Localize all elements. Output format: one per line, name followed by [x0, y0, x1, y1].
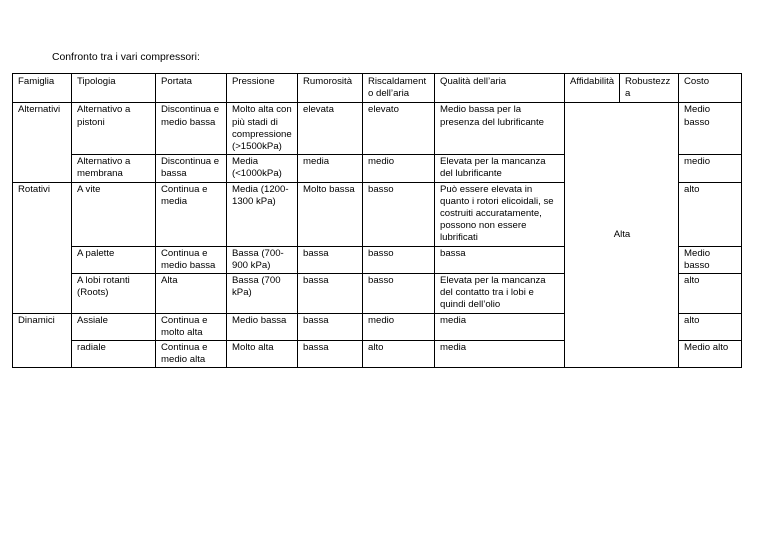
- cell-portata: Alta: [156, 274, 227, 314]
- cell-pressione: Molto alta con più stadi di compressione (>1500kPa): [227, 103, 298, 155]
- family-cell-continued: [13, 274, 72, 314]
- cell-portata: Continua e medio alta: [156, 341, 227, 368]
- cell-pressione: Media (<1000kPa): [227, 155, 298, 182]
- cell-riscaldamento: basso: [363, 274, 435, 314]
- cell-rumorosita: elevata: [298, 103, 363, 155]
- cell-costo: Medio basso: [679, 246, 742, 273]
- family-cell-continued: [13, 341, 72, 368]
- cell-costo: Medio basso: [679, 103, 742, 155]
- cell-qualita: bassa: [435, 246, 565, 273]
- cell-costo: alto: [679, 313, 742, 340]
- cell-rumorosita: Molto bassa: [298, 182, 363, 246]
- header-famiglia: Famiglia: [13, 74, 72, 103]
- family-cell-continued: [13, 246, 72, 273]
- cell-qualita: media: [435, 313, 565, 340]
- document-title: Confronto tra i vari compressori:: [52, 52, 200, 63]
- cell-rumorosita: bassa: [298, 313, 363, 340]
- header-portata: Portata: [156, 74, 227, 103]
- cell-tipologia: radiale: [72, 341, 156, 368]
- header-row: [13, 74, 742, 103]
- cell-portata: Continua e media: [156, 182, 227, 246]
- cell-qualita: Elevata per la mancanza del contatto tra i lobi e quindi dell’olio: [435, 274, 565, 314]
- cell-qualita: Elevata per la mancanza del lubrificante: [435, 155, 565, 182]
- family-cell-continued: [13, 155, 72, 182]
- cell-pressione: Medio bassa: [227, 313, 298, 340]
- cell-qualita: Medio bassa per la presenza del lubrificante: [435, 103, 565, 155]
- cell-qualita: Può essere elevata in quanto i rotori elicoidali, se costruiti accuratamente, possono non essere lubrificati: [435, 182, 565, 246]
- cell-rumorosita: media: [298, 155, 363, 182]
- cell-rumorosita: bassa: [298, 246, 363, 273]
- cell-tipologia: A lobi rotanti (Roots): [72, 274, 156, 314]
- header-riscaldamento: Riscaldamento dell’aria: [363, 74, 435, 103]
- cell-tipologia: Alternativo a membrana: [72, 155, 156, 182]
- cell-tipologia: Alternativo a pistoni: [72, 103, 156, 155]
- family-cell: Dinamici: [13, 313, 72, 340]
- cell-rumorosita: bassa: [298, 341, 363, 368]
- cell-pressione: Bassa (700-900 kPa): [227, 246, 298, 273]
- cell-pressione: Molto alta: [227, 341, 298, 368]
- table-row: [13, 103, 742, 155]
- header-robustezza: Robustezza: [620, 74, 679, 103]
- header-costo: Costo: [679, 74, 742, 103]
- cell-costo: alto: [679, 182, 742, 246]
- cell-riscaldamento: medio: [363, 313, 435, 340]
- cell-pressione: Bassa (700 kPa): [227, 274, 298, 314]
- header-rumorosita: Rumorosità: [298, 74, 363, 103]
- comparison-table: [12, 73, 742, 368]
- header-qualita: Qualità dell’aria: [435, 74, 565, 103]
- cell-riscaldamento: elevato: [363, 103, 435, 155]
- cell-portata: Continua e molto alta: [156, 313, 227, 340]
- cell-tipologia: A vite: [72, 182, 156, 246]
- family-cell: Alternativi: [13, 103, 72, 155]
- cell-affidabilita-robustezza: Alta: [565, 103, 679, 368]
- header-affidabilita: Affidabilità: [565, 74, 620, 103]
- cell-riscaldamento: medio: [363, 155, 435, 182]
- cell-costo: Medio alto: [679, 341, 742, 368]
- cell-qualita: media: [435, 341, 565, 368]
- cell-portata: Discontinua e bassa: [156, 155, 227, 182]
- cell-rumorosita: bassa: [298, 274, 363, 314]
- cell-pressione: Media (1200-1300 kPa): [227, 182, 298, 246]
- cell-tipologia: A palette: [72, 246, 156, 273]
- cell-riscaldamento: basso: [363, 182, 435, 246]
- cell-costo: alto: [679, 274, 742, 314]
- cell-portata: Discontinua e medio bassa: [156, 103, 227, 155]
- cell-portata: Continua e medio bassa: [156, 246, 227, 273]
- family-cell: Rotativi: [13, 182, 72, 246]
- header-pressione: Pressione: [227, 74, 298, 103]
- header-tipologia: Tipologia: [72, 74, 156, 103]
- cell-riscaldamento: basso: [363, 246, 435, 273]
- cell-costo: medio: [679, 155, 742, 182]
- cell-tipologia: Assiale: [72, 313, 156, 340]
- cell-riscaldamento: alto: [363, 341, 435, 368]
